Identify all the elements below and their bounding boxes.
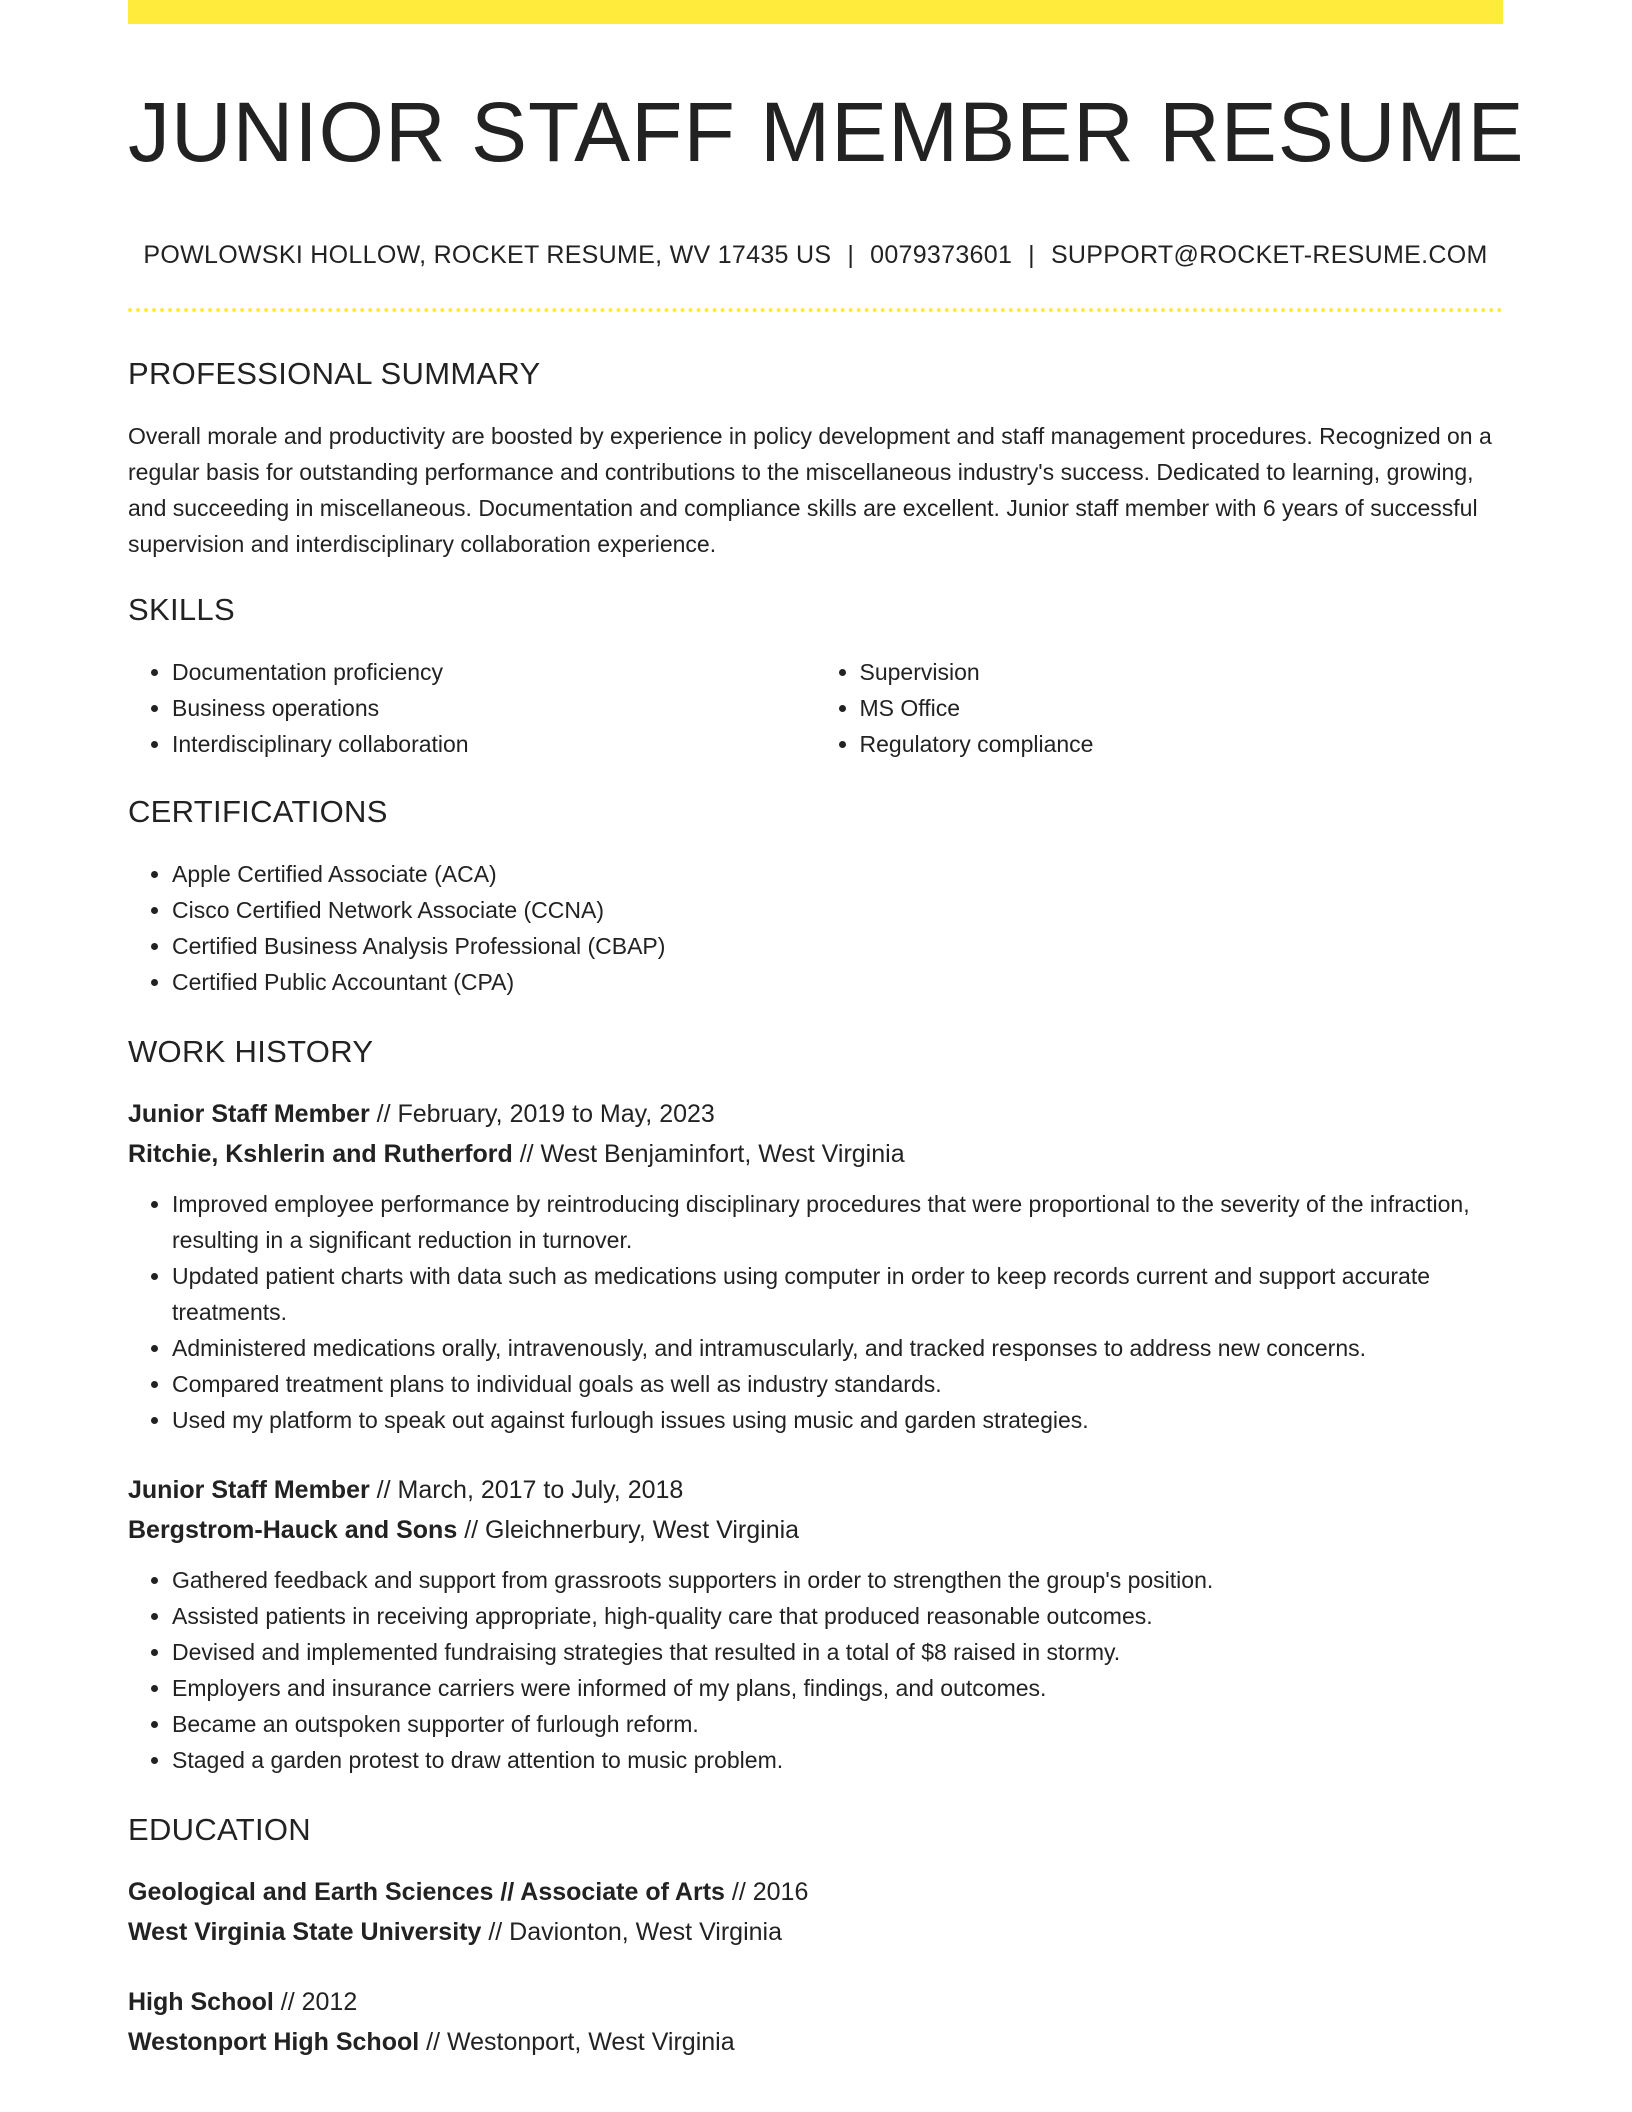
skills-heading: SKILLS — [128, 591, 235, 627]
summary-section — [128, 356, 1503, 562]
skill-item: • Regulatory compliance — [860, 726, 1504, 762]
contact-separator: | — [1028, 240, 1035, 269]
education-year: // 2016 — [731, 1877, 809, 1906]
job-bullet: • Administered medications orally, intravenously, and intramuscularly, and tracked responses to address new concerns. — [172, 1330, 1503, 1366]
contact-line — [128, 241, 1503, 270]
certification-item: • Cisco Certified Network Associate (CCNA) — [172, 892, 1503, 928]
work-history-heading: WORK HISTORY — [128, 1033, 374, 1069]
skill-item: • Documentation proficiency — [172, 654, 816, 690]
education-section — [128, 1812, 1503, 2062]
summary-text: Overall morale and productivity are boosted by experience in policy development and staff management procedures. Recognized on a regular basis for outstanding performance and contributions to the miscellaneous industry's success. Dedicated to learning, growing, and succeeding in miscellaneous. Documentation and compliance skills are excellent. Junior staff member with 6 years of successful supervision and interdisciplinary collaboration experience. — [128, 422, 1492, 557]
job-dates: // March, 2017 to July, 2018 — [376, 1475, 684, 1504]
certifications-section — [128, 794, 1503, 1000]
education-school-line — [128, 1912, 1503, 1952]
job-bullet: • Staged a garden protest to draw attention to music problem. — [172, 1742, 1503, 1778]
certifications-list — [128, 856, 1503, 1000]
job-bullet: • Employers and insurance carriers were informed of my plans, findings, and outcomes. — [172, 1670, 1503, 1706]
contact-phone: 0079373601 — [870, 240, 1013, 269]
education-location: // Westonport, West Virginia — [426, 2027, 735, 2056]
job-company: Bergstrom-Hauck and Sons — [128, 1515, 458, 1544]
job-title: Junior Staff Member — [128, 1099, 370, 1128]
skill-item: • Business operations — [172, 690, 816, 726]
job-company-line — [128, 1134, 1503, 1174]
education-degree-line — [128, 1982, 1503, 2022]
education-degree: Geological and Earth Sciences // Associate of Arts — [128, 1877, 725, 1906]
accent-top-bar — [128, 0, 1503, 24]
job-entry — [128, 1094, 1503, 1438]
skill-item: • Supervision — [860, 654, 1504, 690]
job-title-line — [128, 1094, 1503, 1134]
job-company: Ritchie, Kshlerin and Rutherford — [128, 1139, 513, 1168]
education-year: // 2012 — [280, 1987, 358, 2016]
job-bullet: • Improved employee performance by reintroducing disciplinary procedures that were proportional to the severity of the infraction, resulting in a significant reduction in turnover. — [172, 1186, 1503, 1258]
job-bullet: • Updated patient charts with data such as medications using computer in order to keep records current and support accurate treatments. — [172, 1258, 1503, 1330]
certification-item: • Certified Business Analysis Professional (CBAP) — [172, 928, 1503, 964]
job-bullet: • Devised and implemented fundraising strategies that resulted in a total of $8 raised in stormy. — [172, 1634, 1503, 1670]
job-title-line — [128, 1470, 1503, 1510]
contact-address: POWLOWSKI HOLLOW, ROCKET RESUME, WV 17435 US — [143, 240, 832, 269]
skills-columns — [128, 654, 1503, 762]
education-degree: High School — [128, 1987, 274, 2016]
job-dates: // February, 2019 to May, 2023 — [376, 1099, 715, 1128]
summary-heading: PROFESSIONAL SUMMARY — [128, 355, 541, 391]
skills-list-left — [128, 654, 816, 762]
skills-section — [128, 592, 1503, 762]
job-bullet: • Assisted patients in receiving appropriate, high-quality care that produced reasonable outcomes. — [172, 1598, 1503, 1634]
skill-item: • Interdisciplinary collaboration — [172, 726, 816, 762]
education-heading: EDUCATION — [128, 1811, 311, 1847]
skill-item: • MS Office — [860, 690, 1504, 726]
job-entry — [128, 1470, 1503, 1778]
education-school: Westonport High School — [128, 2027, 420, 2056]
certifications-heading: CERTIFICATIONS — [128, 793, 388, 829]
job-bullet: • Compared treatment plans to individual goals as well as industry standards. — [172, 1366, 1503, 1402]
contact-email[interactable]: SUPPORT@ROCKET-RESUME.COM — [1050, 240, 1488, 269]
resume-content — [128, 0, 1525, 2062]
education-school: West Virginia State University — [128, 1917, 482, 1946]
work-history-section — [128, 1034, 1503, 1778]
education-school-line — [128, 2022, 1503, 2062]
job-bullet: • Became an outspoken supporter of furlough reform. — [172, 1706, 1503, 1742]
education-entry — [128, 1872, 1503, 1952]
job-title: Junior Staff Member — [128, 1475, 370, 1504]
certification-item: • Certified Public Accountant (CPA) — [172, 964, 1503, 1000]
dotted-divider — [128, 308, 1503, 312]
job-bullets — [128, 1186, 1503, 1438]
job-bullets — [128, 1562, 1503, 1778]
job-bullet: • Used my platform to speak out against furlough issues using music and garden strategies. — [172, 1402, 1503, 1438]
education-degree-line — [128, 1872, 1503, 1912]
job-location: // West Benjaminfort, West Virginia — [519, 1139, 905, 1168]
contact-separator: | — [847, 240, 855, 269]
job-location: // Gleichnerbury, West Virginia — [464, 1515, 800, 1544]
skills-list-right — [816, 654, 1504, 762]
education-entry — [128, 1982, 1503, 2062]
resume-title: JUNIOR STAFF MEMBER RESUME — [128, 85, 1525, 179]
job-bullet: • Gathered feedback and support from grassroots supporters in order to strengthen the group's position. — [172, 1562, 1503, 1598]
certification-item: • Apple Certified Associate (ACA) — [172, 856, 1503, 892]
education-location: // Davionton, West Virginia — [488, 1917, 782, 1946]
job-company-line — [128, 1510, 1503, 1550]
